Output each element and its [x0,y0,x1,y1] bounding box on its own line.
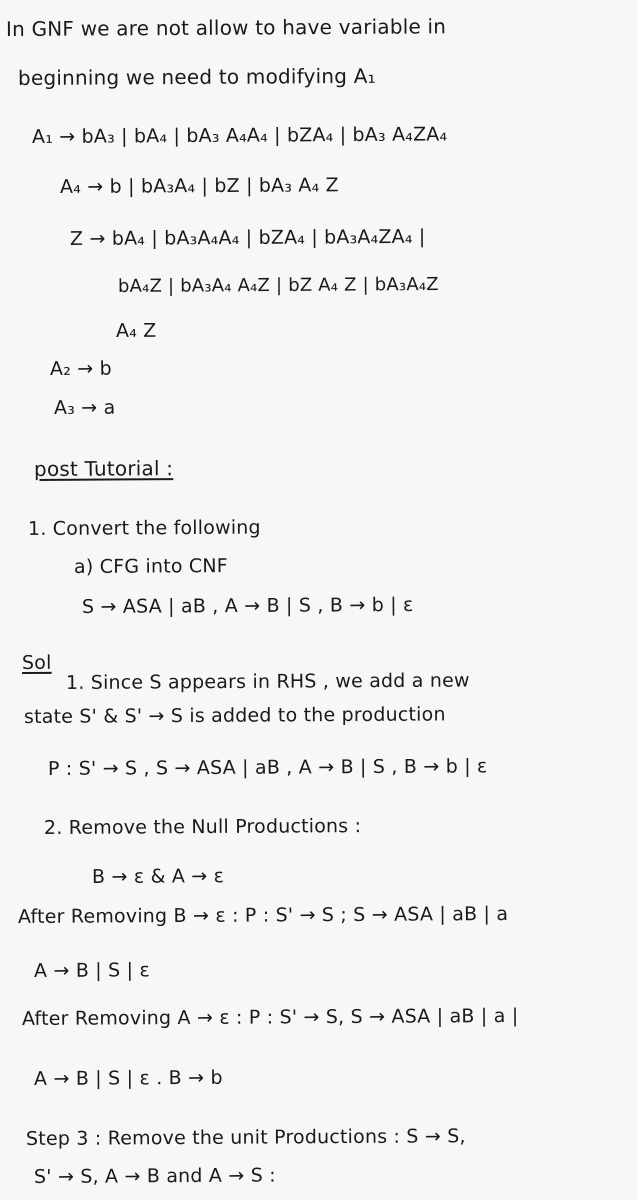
step-1-line-1: 1. Since S appears in RHS , we add a new [65,669,470,694]
production-a4: A₄ → b | bA₃A₄ | bZ | bA₃ A₄ Z [59,174,339,198]
heading-post-tutorial: post Tutorial : [33,456,174,481]
step-1-line-2: state S' & S' → S is added to the production [23,703,446,728]
production-z-line-2: bA₄Z | bA₃A₄ A₄Z | bZ A₄ Z | bA₃A₄Z [117,274,439,297]
note-line-intro-1: In GNF we are not allow to have variable in [5,14,447,41]
step-3-cont: S' → S, A → B and A → S : [33,1164,276,1188]
production-a2: A₂ → b [49,357,112,380]
production-z-line-1: Z → bA₄ | bA₃A₄A₄ | bZA₄ | bA₃A₄ZA₄ | [69,225,426,250]
step-2-heading: 2. Remove the Null Productions : [43,815,362,839]
after-removing-b-epsilon-cont: A → B | S | ε [33,959,151,982]
step-1-result: P : S' → S , S → ASA | aB , A → B | S , B → b | ε [47,755,488,780]
step-3-heading: Step 3 : Remove the unit Productions : S → S, [25,1125,466,1150]
question-1a: a) CFG into CNF [73,555,228,578]
after-removing-b-epsilon: After Removing B → ε : P : S' → S ; S → ASA | aB | a [17,903,509,928]
after-removing-a-epsilon: After Removing A → ε : P : S' → S, S → ASA | aB | a | [21,1004,519,1030]
solution-label: Sol [21,651,52,674]
production-a3: A₃ → a [53,396,116,419]
null-productions: B → ε & A → ε [91,865,225,888]
question-1: 1. Convert the following [27,516,261,540]
production-a1: A₁ → bA₃ | bA₄ | bA₃ A₄A₄ | bZA₄ | bA₃ A₄ZA₄ [31,123,448,148]
note-line-intro-2: beginning we need to modifying A₁ [17,63,376,90]
after-removing-a-epsilon-cont: A → B | S | ε . B → b [33,1066,223,1090]
question-grammar: S → ASA | aB , A → B | S , B → b | ε [81,593,414,618]
production-z-line-3: A₄ Z [115,319,157,342]
